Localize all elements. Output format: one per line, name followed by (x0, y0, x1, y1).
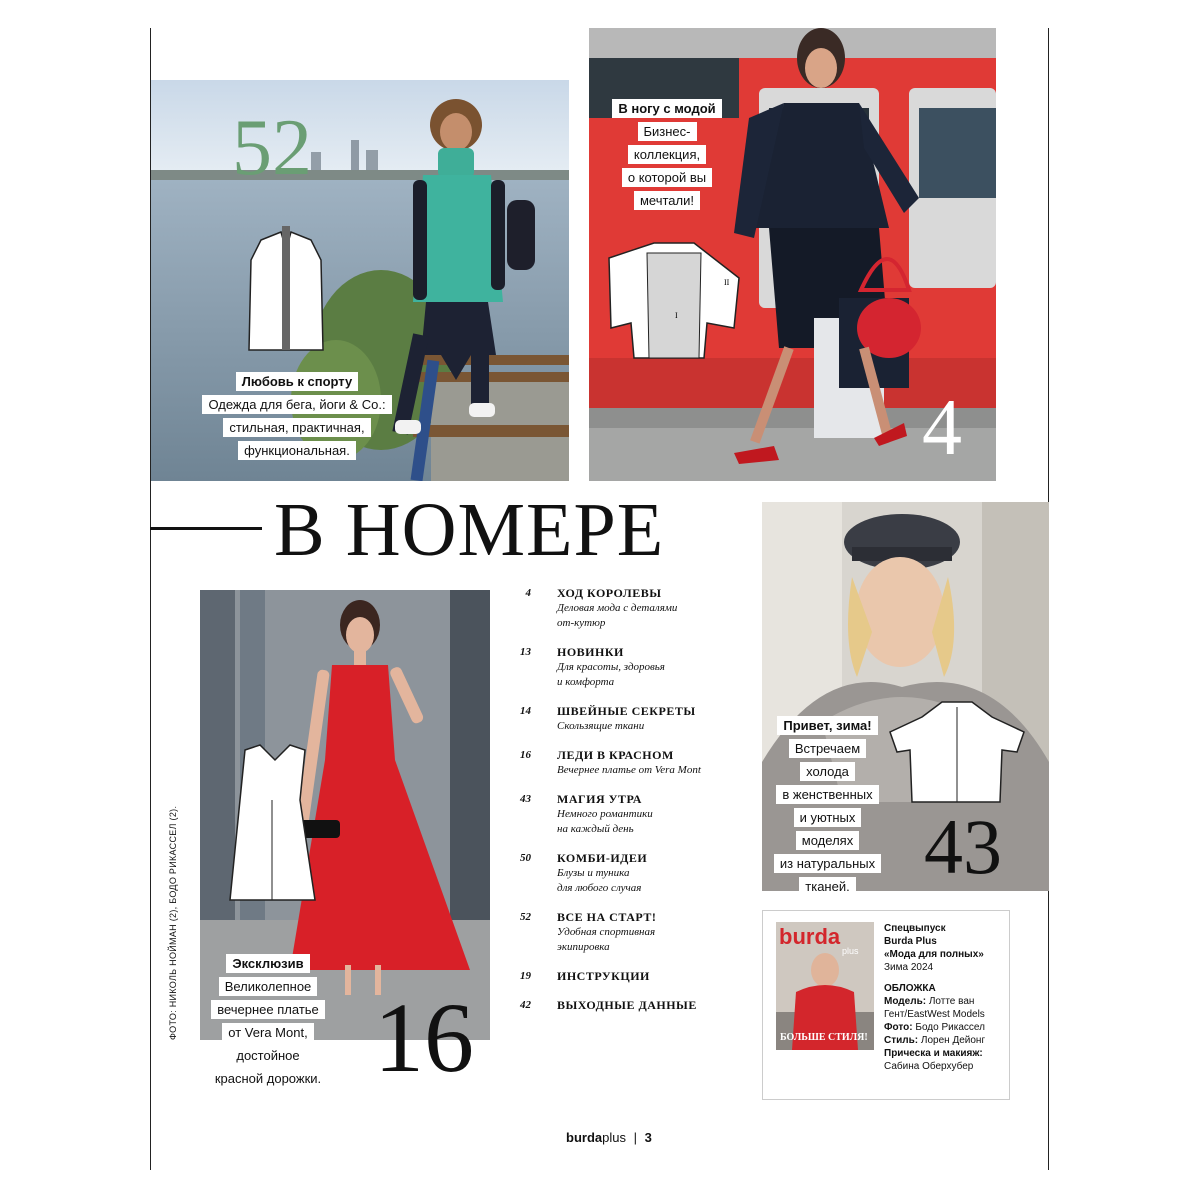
photo-value: Бодо Рикассел (915, 1022, 985, 1033)
issue-season: Зима 2024 (884, 962, 934, 973)
issue-subtitle: «Мода для полных» (884, 949, 984, 960)
toc-item[interactable] (505, 969, 760, 984)
toc-title: НОВИНКИ (557, 645, 624, 659)
cover-logo: burda (779, 924, 841, 949)
toc-title: ШВЕЙНЫЕ СЕКРЕТЫ (557, 704, 696, 718)
issue-label: Спецвыпуск (884, 923, 946, 934)
toc-desc: Немного романтики (557, 808, 653, 820)
toc-page: 4 (525, 587, 531, 599)
toc-title: ХОД КОРОЛЕВЫ (557, 586, 662, 600)
dress-sketch (230, 745, 315, 900)
toc-title: ВЫХОДНЫЕ ДАННЫЕ (557, 998, 697, 1012)
model-value: Лотте ван Гент/EastWest Models (884, 996, 985, 1020)
toc-item[interactable] (505, 851, 760, 896)
page-footer (566, 1130, 652, 1145)
toc-page: 14 (520, 705, 531, 717)
toc-item[interactable] (505, 586, 760, 631)
caption-evening-line: Великолепное (219, 977, 318, 996)
caption-business-line: коллекция, (628, 145, 706, 164)
caption-winter-line: тканей. (799, 877, 855, 896)
caption-business-line: Бизнес- (638, 122, 697, 141)
toc-desc: и комфорта (557, 676, 615, 688)
toc-desc: экипировка (557, 941, 610, 953)
toc-desc: Вечернее платье от Vera Mont (557, 764, 701, 776)
style-value: Лорен Дейонг (920, 1035, 986, 1046)
toc-page: 42 (520, 999, 531, 1011)
caption-winter-line: моделях (796, 831, 859, 850)
svg-text:II: II (724, 278, 730, 287)
caption-winter-line: холода (800, 762, 855, 781)
feature-page-number-52: 52 (232, 104, 312, 192)
svg-text:I: I (675, 311, 678, 320)
footer-brand-light: plus (602, 1130, 626, 1145)
caption-business-line: мечтали! (634, 191, 700, 210)
table-of-contents (505, 586, 760, 1027)
toc-desc: на каждый день (557, 823, 634, 835)
title-rule (150, 527, 262, 530)
caption-winter-heading: Привет, зима! (783, 718, 872, 733)
caption-evening-line: достойное (230, 1046, 305, 1065)
toc-item[interactable] (505, 998, 760, 1013)
caption-sport (190, 370, 404, 462)
footer-separator: | (633, 1130, 637, 1145)
model-label: Модель: (884, 996, 927, 1007)
vest-sketch (249, 226, 323, 350)
caption-evening-heading: Эксклюзив (232, 956, 304, 971)
caption-sport-line: функциональная. (238, 441, 356, 460)
page-number: 3 (644, 1130, 652, 1145)
cover-headline: БОЛЬШЕ СТИЛЯ! (780, 1032, 868, 1043)
caption-winter-line: из натуральных (774, 854, 881, 873)
caption-winter-line: Встречаем (789, 739, 866, 758)
cover-heading: ОБЛОЖКА (884, 983, 936, 994)
caption-evening-line: вечернее платье (211, 1000, 325, 1019)
toc-item[interactable] (505, 704, 760, 734)
feature-page-number-16: 16 (374, 982, 474, 1093)
page-title: В НОМЕРЕ (274, 488, 665, 572)
toc-desc: Удобная спортивная (557, 926, 656, 938)
cover-logo-sub: plus (842, 946, 859, 956)
toc-title: ЛЕДИ В КРАСНОМ (557, 748, 674, 762)
caption-business-line: о которой вы (622, 168, 712, 187)
caption-sport-heading: Любовь к спорту (241, 374, 353, 389)
toc-title: КОМБИ-ИДЕИ (557, 851, 648, 865)
toc-desc: Скользящие ткани (557, 720, 645, 732)
toc-desc: Деловая мода с деталями (557, 602, 678, 614)
caption-business-heading: В ногу с модой (618, 101, 716, 116)
toc-page: 52 (520, 911, 531, 923)
toc-title: ВСЕ НА СТАРТ! (557, 910, 657, 924)
toc-desc: Блузы и туника (557, 867, 630, 879)
caption-evening (198, 952, 338, 1090)
photo-label: Фото: (884, 1022, 913, 1033)
toc-item[interactable] (505, 792, 760, 837)
toc-page: 16 (520, 749, 531, 761)
toc-title: ИНСТРУКЦИИ (557, 969, 650, 983)
caption-winter-line: и уютных (794, 808, 862, 827)
issue-info (884, 922, 1008, 1073)
footer-brand-bold: burda (566, 1130, 603, 1145)
caption-sport-line: Одежда для бега, йоги & Co.: (202, 395, 391, 414)
toc-title: МАГИЯ УТРА (557, 792, 642, 806)
toc-desc: для любого случая (557, 882, 642, 894)
caption-business (597, 97, 737, 212)
style-label: Стиль: (884, 1035, 919, 1046)
toc-page: 50 (520, 852, 531, 864)
toc-page: 43 (520, 793, 531, 805)
toc-item[interactable] (505, 645, 760, 690)
toc-desc: Для красоты, здоровья (557, 661, 665, 673)
toc-page: 19 (520, 970, 531, 982)
toc-page: 13 (520, 646, 531, 658)
caption-winter (765, 714, 890, 898)
caption-evening-line: от Vera Mont, (222, 1023, 313, 1042)
caption-evening-line: красной дорожки. (209, 1069, 327, 1088)
caption-winter-line: в женственных (776, 785, 878, 804)
feature-page-number-43: 43 (924, 803, 1002, 890)
toc-desc: от-кутюр (557, 617, 606, 629)
cover-thumbnail[interactable] (776, 922, 874, 1050)
hair-value: Сабина Оберхубер (884, 1061, 974, 1072)
hair-label: Прическа и макияж: (884, 1048, 983, 1059)
photo-credit: ФОТО: НИКОЛЬ НОЙМАН (2), БОДО РИКАССЕЛ (2). (168, 805, 178, 1040)
caption-sport-line: стильная, практичная, (223, 418, 370, 437)
toc-item[interactable] (505, 748, 760, 778)
toc-item[interactable] (505, 910, 760, 955)
feature-page-number-4: 4 (922, 384, 962, 472)
issue-brand: Burda Plus (884, 936, 937, 947)
